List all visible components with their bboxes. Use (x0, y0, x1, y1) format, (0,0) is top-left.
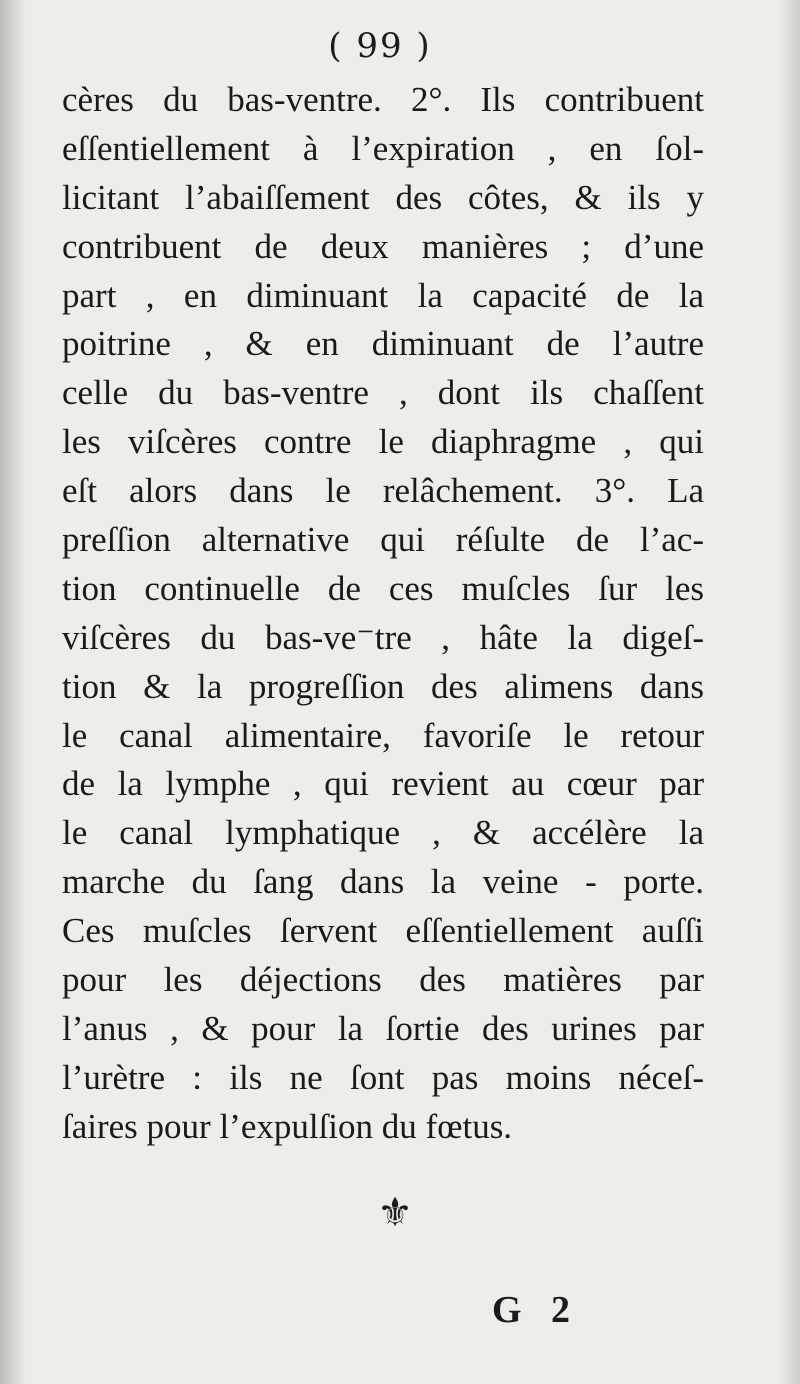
page-edge-shadow (778, 0, 800, 1384)
text-line: part , en diminuant la capacité de la (62, 275, 704, 315)
text-line: cères du bas-ventre. 2°. Ils contribuent (62, 80, 704, 119)
text-line: celle du bas-ventre , dont ils chaſſent (62, 373, 704, 413)
text-line: les viſcères contre le diaphragme , qui (62, 422, 704, 462)
page-number: ( 99 ) (328, 26, 432, 66)
text-line: tion & la progreſſion des alimens dans (62, 666, 704, 706)
text-line: licitant l’abaiſſement des côtes, & ils y (62, 177, 704, 217)
text-line: viſcères du bas-ve⁻tre , hâte la digeſ- (62, 617, 704, 657)
text-line: le canal alimentaire, favoriſe le retour (62, 715, 704, 755)
body-text (62, 76, 704, 1152)
text-line: eſſentiellement à l’expiration , en ſol- (62, 128, 704, 168)
text-line: ſaires pour l’expulſion du fœtus. (62, 1106, 513, 1146)
text-line: preſſion alternative qui réſulte de l’ac- (62, 520, 704, 560)
signature-mark: G 2 (492, 1289, 581, 1331)
text-line: l’anus , & pour la ſortie des urines par (62, 1008, 704, 1048)
text-line: eſt alors dans le relâchement. 3°. La (62, 471, 704, 511)
page-gutter-shadow (0, 0, 26, 1384)
text-line: l’urètre : ils ne ſont pas moins néceſ- (62, 1057, 704, 1097)
text-line: contribuent de deux manières ; d’une (62, 226, 704, 266)
text-line: marche du ſang dans la veine - porte. (62, 862, 704, 902)
text-line: de la lymphe , qui revient au cœur par (62, 764, 704, 804)
text-line: pour les déjections des matières par (62, 960, 704, 1000)
text-line: poitrine , & en diminuant de l’autre (62, 324, 704, 364)
text-line: tion continuelle de ces muſcles ſur les (62, 568, 704, 608)
text-line: Ces muſcles ſervent eſſentiellement auſſi (62, 911, 704, 951)
text-line: le canal lymphatique , & accélère la (62, 813, 704, 853)
fleuron-ornament-icon: ⚜ (377, 1190, 413, 1236)
